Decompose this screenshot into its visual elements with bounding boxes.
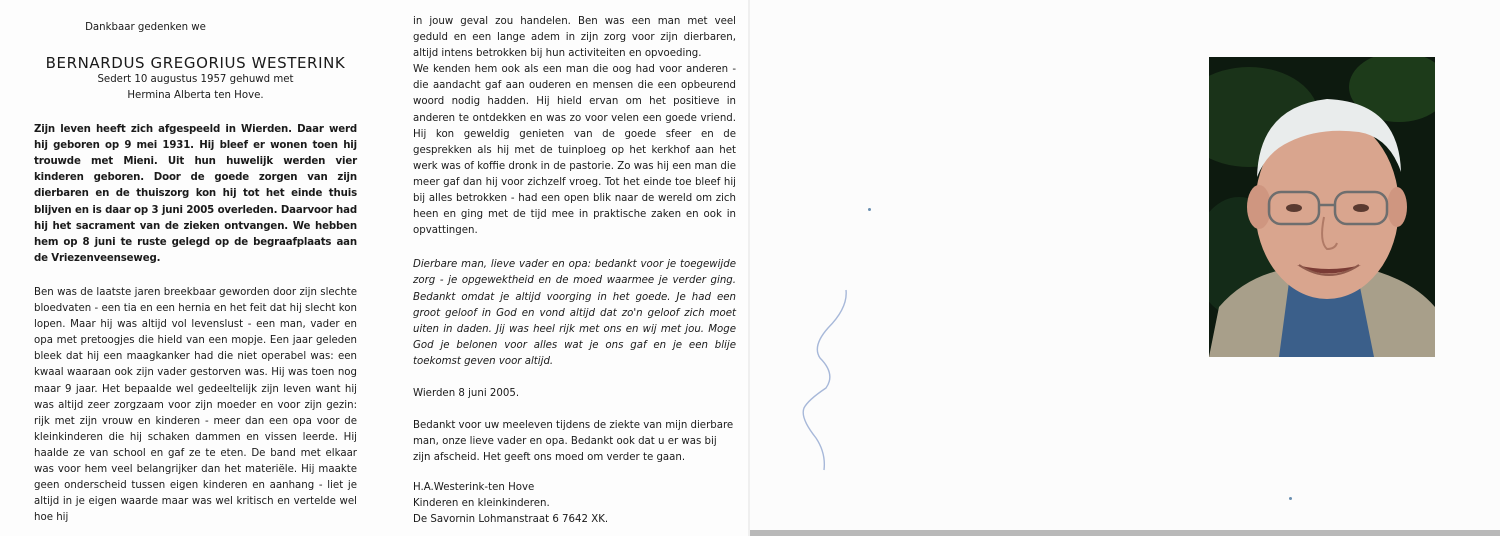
paper-speck	[868, 208, 871, 211]
marriage-line-2: Hermina Alberta ten Hove.	[127, 90, 264, 102]
scan-edge-shadow	[750, 530, 1500, 536]
portrait-photo	[1209, 57, 1435, 357]
deceased-name: BERNARDUS GREGORIUS WESTERINK	[45, 54, 346, 73]
thanks-text: Bedankt voor uw meeleven tijdens de ziekte van mijn dierbare man, onze lieve vader en opa. Bedankt ook dat u er was bij zijn afscheid. Het geeft ons moed om verder te gaan.	[413, 420, 734, 464]
right-text-column	[413, 14, 736, 528]
paragraph-others: We kenden hem ook als een man die oog had voor anderen - die aandacht gaf aan ouderen en mensen die een opbeurend woord nodig hadden. Hij hield ervan om het positieve in anderen te ontdekken en was zo voor velen een goede vriend. Hij kon geweldig genieten van de goede sfeer en de gesprekken als hij met de tuinploeg op het kerkhof aan het werk was of koffie dronk in de pastorie. Zo was hij een man die meer gaf dan hij voor zichzelf vroeg. Tot het einde toe bleef hij bij alles betrokken - had een open blik naar de wereld om zich heen en ging met de tijd mee in praktische zaken en ook in opvattingen.	[413, 64, 736, 237]
marriage-line-1: Sedert 10 augustus 1957 gehuwd met	[97, 74, 294, 86]
pen-scribble	[798, 288, 858, 478]
intro-line: Dankbaar gedenken we	[85, 22, 206, 33]
signature-name: H.A.Westerink-ten Hove	[413, 482, 535, 494]
paper-speck	[1289, 497, 1292, 500]
biography-text: Ben was de laatste jaren breekbaar geworden door zijn slechte bloedvaten - een tia en een hernia en het feit dat hij slecht kon lopen. Maar hij was altijd vol levenslust - een man, vader en opa met pretoogjes die hield van een mopje. Een jaar geleden bleek dat hij een maagkanker had die niet operabel was: een kwaal waaraan ook zijn vader gestorven was. Hij was toen nog maar 9 jaar. Het bepaalde wel gedeeltelijk zijn leven want hij was altijd zeer zorgzaam voor zijn moeder en voor zijn gezin: rijk met zijn vrouw en kinderen - meer dan een opa voor de kleinkinderen die hij schaken dammen en vissen leerde. Hij haalde ze van school en gaf ze te eten. De band met elkaar was voor hem veel belangrijker dan het materiële. Hij maakte geen onderscheid tussen eigen kinderen en aanhang - liet je altijd in je eigen waarde maar was wel kritisch en vertelde wel hoe hij	[34, 286, 357, 524]
left-text-column	[34, 14, 357, 526]
signature-block	[413, 480, 736, 528]
card-fold	[748, 0, 750, 536]
place-date: Wierden 8 juni 2005.	[413, 387, 520, 399]
continuation-text: in jouw geval zou handelen. Ben was een man met veel geduld en een lange adem in zijn zorg voor zijn dierbaren, altijd intens betrokken bij hun activiteiten en opvoeding.	[413, 16, 736, 60]
dedication-italic: Dierbare man, lieve vader en opa: bedankt voor je toegewijde zorg - je opgewektheid en de moed waarmee je verder ging. Bedankt omdat je altijd voorging in het goede. Je had een groot geloof in God en vond altijd dat zo'n geloof zich moet uiten in daden. Jij was heel rijk met ons en wij met jou. Moge God je belonen voor alles wat je ons gaf en je een blije toekomst geven voor altijd.	[413, 259, 736, 367]
biography-bold: Zijn leven heeft zich afgespeeld in Wierden. Daar werd hij geboren op 9 mei 1931. Hij bleef er wonen toen hij trouwde met Mieni. Uit hun huwelijk werden vier kinderen geboren. Door de goede zorgen van zijn dierbaren en de thuiszorg kon hij tot het einde thuis blijven en is daar op 3 juni 2005 overleden. Daarvoor had hij het sacrament van de zieken ontvangen. We hebben hem op 8 juni te ruste gelegd op de begraafplaats aan de Vriezenveenseweg.	[34, 124, 357, 264]
portrait-drawing	[1209, 57, 1435, 357]
signature-family: Kinderen en kleinkinderen.	[413, 498, 550, 510]
signature-address: De Savornin Lohmanstraat 6 7642 XK.	[413, 514, 609, 526]
